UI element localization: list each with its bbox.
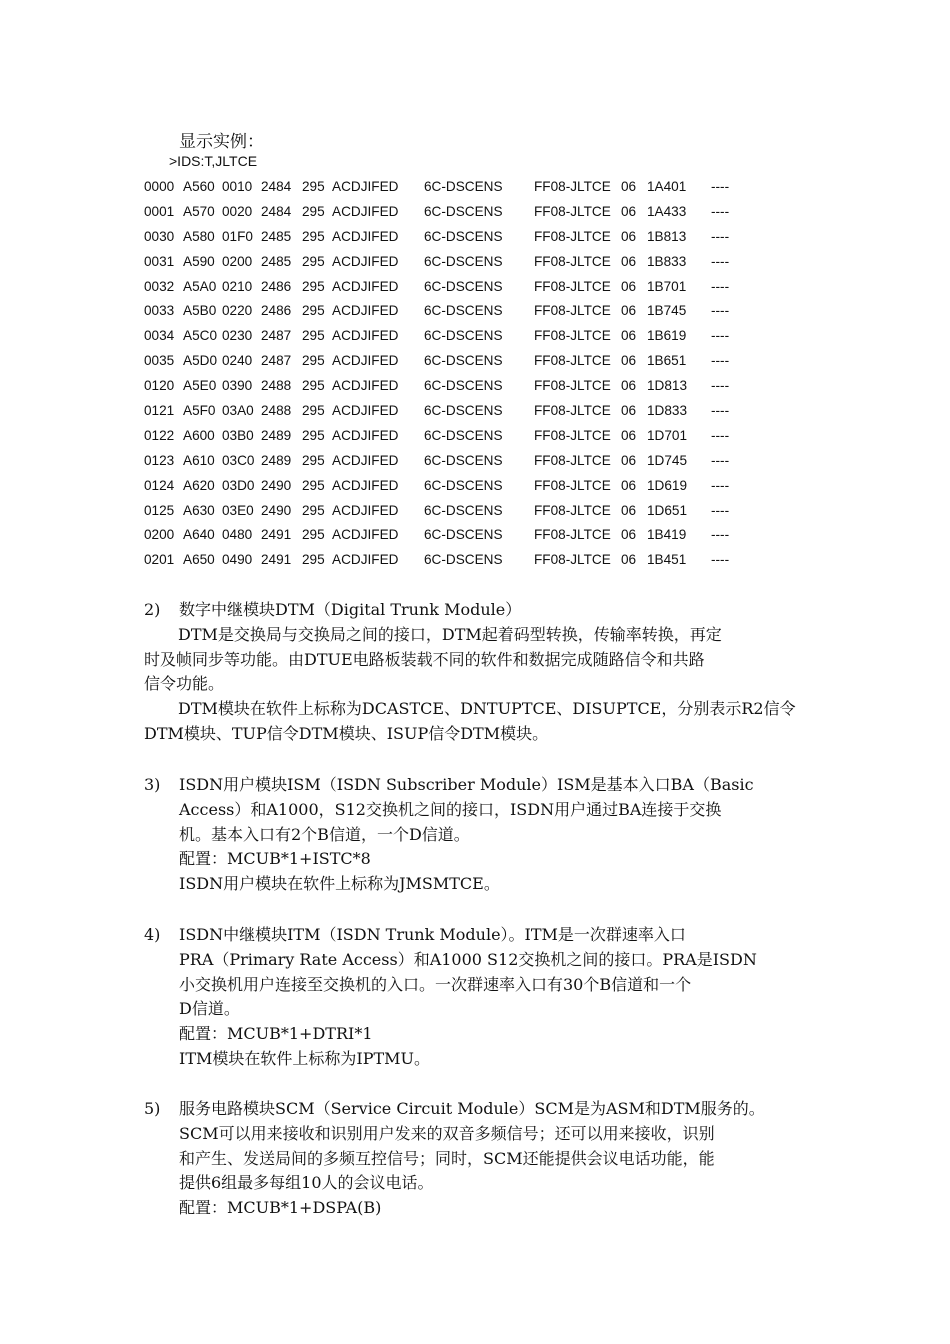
listing-cell: 01F0 (222, 228, 253, 244)
listing-cell: 1D745 (647, 452, 688, 468)
software-line: ISDN用户模块在软件上标称为JMSMTCE。 (179, 874, 500, 894)
listing-cell: 295 (302, 378, 325, 394)
listing-cell: FF08-JLTCE (534, 403, 611, 419)
listing-cell: A5D0 (183, 353, 218, 369)
listing-row (144, 427, 729, 452)
listing-cell: FF08-JLTCE (534, 378, 611, 394)
listing-cell: 03D0 (222, 477, 255, 493)
listing-cell: ACDJIFED (332, 203, 399, 219)
listing-cell: 6C-DSCENS (424, 203, 503, 219)
listing-cell: ---- (711, 502, 730, 518)
listing-cell: 1D833 (647, 403, 688, 419)
listing-cell: 1B419 (647, 527, 687, 543)
listing-cell: ACDJIFED (332, 378, 399, 394)
listing-cell: 0230 (222, 328, 253, 344)
listing-cell: 06 (621, 502, 637, 518)
paragraph-line: 和产生、发送局间的多频互控信号；同时，SCM还能提供会议电话功能，能 (179, 1148, 715, 1168)
listing-cell: 1B745 (647, 303, 687, 319)
listing-cell: 0001 (144, 203, 175, 219)
listing-cell: 6C-DSCENS (424, 303, 503, 319)
command-line: >IDS:T,JLTCE (169, 153, 258, 169)
listing-cell: FF08-JLTCE (534, 228, 611, 244)
paragraph-line: Access）和A1000，S12交换机之间的接口，ISDN用户通过BA连接于交换 (179, 799, 722, 819)
listing-cell: 6C-DSCENS (424, 452, 503, 468)
listing-cell: 295 (302, 403, 325, 419)
listing-cell: 0000 (144, 179, 175, 194)
listing-cell: 0121 (144, 403, 175, 419)
listing-row (144, 551, 729, 576)
listing-cell: 1B619 (647, 328, 687, 344)
section-number: 3) (144, 775, 161, 794)
listing-cell: ---- (711, 477, 730, 493)
listing-cell: FF08-JLTCE (534, 278, 611, 294)
listing-cell: A590 (183, 253, 215, 269)
listing-cell: A630 (183, 502, 215, 518)
listing-cell: 2488 (261, 378, 292, 394)
listing-cell: A640 (183, 527, 215, 543)
section-heading: 数字中继模块DTM（Digital Trunk Module） (179, 600, 522, 619)
listing-row (144, 402, 729, 427)
listing-cell: ---- (711, 303, 730, 319)
paragraph-line: SCM可以用来接收和识别用户发来的双音多频信号；还可以用来接收，识别 (179, 1123, 715, 1143)
section-number: 2) (144, 600, 161, 619)
listing-cell: 0124 (144, 477, 175, 493)
listing-cell: 1B651 (647, 353, 687, 369)
listing-cell: 06 (621, 328, 637, 344)
listing-row (144, 203, 729, 228)
listing-cell: 295 (302, 527, 325, 543)
listing-cell: ---- (711, 253, 730, 269)
listing-cell: 0020 (222, 203, 253, 219)
listing-cell: FF08-JLTCE (534, 452, 611, 468)
listing-cell: A5A0 (183, 278, 217, 294)
listing-cell: 06 (621, 427, 637, 443)
listing-cell: ACDJIFED (332, 328, 399, 344)
paragraph-line: D信道。 (179, 999, 240, 1019)
paragraph-line: DTM模块在软件上标称为DCASTCE、DNTUPTCE、DISUPTCE，分别表示R2信令 (178, 699, 796, 719)
config-line: 配置：MCUB*1+ISTC*8 (179, 849, 371, 869)
listing-cell: 1B813 (647, 228, 687, 244)
listing-cell: ---- (711, 427, 730, 443)
config-line: 配置：MCUB*1+DTRI*1 (179, 1024, 373, 1044)
listing-cell: 0030 (144, 228, 175, 244)
listing-row (144, 253, 729, 278)
listing-cell: 2485 (261, 253, 292, 269)
section-ism (144, 773, 819, 897)
listing-cell: 1B833 (647, 253, 687, 269)
listing-cell: 06 (621, 378, 637, 394)
listing-cell: 0123 (144, 452, 175, 468)
listing-cell: ACDJIFED (332, 552, 399, 568)
listing-row (144, 302, 729, 327)
listing-cell: 03E0 (222, 502, 254, 518)
listing-cell: 06 (621, 527, 637, 543)
listing-cell: 6C-DSCENS (424, 552, 503, 568)
listing-cell: 0200 (222, 253, 253, 269)
listing-cell: 6C-DSCENS (424, 502, 503, 518)
listing-row (144, 178, 729, 203)
listing-cell: 6C-DSCENS (424, 527, 503, 543)
listing-cell: ACDJIFED (332, 502, 399, 518)
listing-cell: 1A401 (647, 179, 687, 194)
listing-cell: ---- (711, 328, 730, 344)
listing-cell: FF08-JLTCE (534, 253, 611, 269)
listing-cell: 295 (302, 179, 325, 194)
listing-cell: 0125 (144, 502, 175, 518)
listing-cell: 2486 (261, 303, 292, 319)
listing-cell: ---- (711, 353, 730, 369)
listing-cell: 2490 (261, 502, 292, 518)
paragraph-line: PRA（Primary Rate Access）和A1000 S12交换机之间的接口。PRA是ISDN (179, 949, 757, 969)
listing-cell: 06 (621, 278, 637, 294)
listing-row (144, 502, 729, 527)
paragraph-line: DTM是交换局与交换局之间的接口，DTM起着码型转换，传输率转换，再定 (178, 624, 722, 644)
listing-cell: 06 (621, 228, 637, 244)
listing-cell: 1D701 (647, 427, 688, 443)
listing-row (144, 377, 729, 402)
paragraph-line: 小交换机用户连接至交换机的入口。一次群速率入口有30个B信道和一个 (179, 974, 692, 994)
listing-cell: 2487 (261, 353, 292, 369)
listing-cell: FF08-JLTCE (534, 353, 611, 369)
listing-cell: 295 (302, 353, 325, 369)
listing-row (144, 526, 729, 551)
paragraph-line: ISDN用户模块ISM（ISDN Subscriber Module）ISM是基本入口BA（Basic (179, 775, 754, 794)
listing-cell: ACDJIFED (332, 303, 399, 319)
listing-cell: 2487 (261, 328, 292, 344)
listing-cell: ---- (711, 378, 730, 394)
listing-cell: 2491 (261, 527, 292, 543)
listing-cell: 0010 (222, 179, 253, 194)
listing-cell: 1D813 (647, 378, 688, 394)
listing-cell: 06 (621, 353, 637, 369)
output-listing (144, 178, 729, 576)
listing-cell: ACDJIFED (332, 228, 399, 244)
listing-cell: FF08-JLTCE (534, 303, 611, 319)
listing-cell: ACDJIFED (332, 253, 399, 269)
software-line: ITM模块在软件上标称为IPTMU。 (179, 1048, 431, 1068)
listing-cell: 2485 (261, 228, 292, 244)
listing-cell: 06 (621, 203, 637, 219)
listing-cell: 0480 (222, 527, 253, 543)
listing-cell: ---- (711, 179, 730, 194)
listing-cell: 0033 (144, 303, 175, 319)
listing-cell: 295 (302, 253, 325, 269)
listing-cell: 295 (302, 203, 325, 219)
listing-cell: 1A433 (647, 203, 687, 219)
listing-cell: 0122 (144, 427, 175, 443)
listing-cell: 1B701 (647, 278, 687, 294)
listing-row (144, 278, 729, 303)
listing-cell: 2489 (261, 452, 292, 468)
listing-cell: 6C-DSCENS (424, 328, 503, 344)
paragraph-line: ISDN中继模块ITM（ISDN Trunk Module）。ITM是一次群速率入口 (179, 925, 686, 944)
listing-cell: 06 (621, 403, 637, 419)
listing-cell: ACDJIFED (332, 353, 399, 369)
section-number: 4) (144, 925, 161, 944)
listing-cell: 6C-DSCENS (424, 228, 503, 244)
listing-cell: ---- (711, 203, 730, 219)
listing-row (144, 352, 729, 377)
listing-cell: 0210 (222, 278, 253, 294)
listing-cell: 6C-DSCENS (424, 477, 503, 493)
listing-cell: 295 (302, 552, 325, 568)
listing-cell: 1D619 (647, 477, 688, 493)
listing-cell: 1D651 (647, 502, 688, 518)
listing-cell: 0390 (222, 378, 253, 394)
listing-cell: 06 (621, 477, 637, 493)
listing-cell: ---- (711, 403, 730, 419)
listing-cell: 295 (302, 228, 325, 244)
listing-cell: A5B0 (183, 303, 217, 319)
listing-cell: 295 (302, 502, 325, 518)
listing-cell: 2484 (261, 203, 292, 219)
paragraph-line: 信令功能。 (144, 674, 225, 694)
listing-cell: ACDJIFED (332, 427, 399, 443)
listing-cell: 6C-DSCENS (424, 278, 503, 294)
listing-row (144, 228, 729, 253)
section-itm (144, 923, 819, 1072)
listing-cell: ---- (711, 452, 730, 468)
paragraph-line: 机。基本入口有2个B信道，一个D信道。 (179, 824, 470, 844)
listing-cell: 6C-DSCENS (424, 403, 503, 419)
listing-row (144, 477, 729, 502)
listing-cell: ACDJIFED (332, 278, 399, 294)
listing-cell: 0031 (144, 253, 175, 269)
listing-cell: 2488 (261, 403, 292, 419)
listing-cell: 0220 (222, 303, 253, 319)
listing-cell: 6C-DSCENS (424, 378, 503, 394)
listing-cell: FF08-JLTCE (534, 527, 611, 543)
listing-cell: 06 (621, 452, 637, 468)
listing-cell: 03A0 (222, 403, 254, 419)
listing-cell: FF08-JLTCE (534, 552, 611, 568)
listing-cell: ---- (711, 278, 730, 294)
listing-cell: A650 (183, 552, 215, 568)
listing-cell: A620 (183, 477, 215, 493)
listing-row (144, 327, 729, 352)
example-title: 显示实例： (179, 132, 264, 152)
listing-cell: A600 (183, 427, 215, 443)
paragraph-line: 提供6组最多每组10人的会议电话。 (179, 1173, 434, 1193)
listing-cell: 2491 (261, 552, 292, 568)
listing-cell: 03C0 (222, 452, 255, 468)
listing-cell: 2490 (261, 477, 292, 493)
listing-cell: 295 (302, 303, 325, 319)
listing-cell: ACDJIFED (332, 452, 399, 468)
listing-cell: ACDJIFED (332, 403, 399, 419)
listing-cell: 0120 (144, 378, 175, 394)
listing-cell: 0240 (222, 353, 253, 369)
listing-cell: FF08-JLTCE (534, 427, 611, 443)
listing-cell: A580 (183, 228, 215, 244)
listing-cell: FF08-JLTCE (534, 203, 611, 219)
section-scm (144, 1097, 819, 1221)
listing-cell: A560 (183, 179, 215, 194)
listing-cell: 0200 (144, 527, 175, 543)
section-dtm (144, 598, 819, 747)
listing-cell: 06 (621, 303, 637, 319)
listing-cell: ---- (711, 527, 730, 543)
paragraph-line: 时及帧同步等功能。由DTUE电路板装载不同的软件和数据完成随路信令和共路 (144, 649, 705, 669)
listing-cell: A570 (183, 203, 215, 219)
listing-cell: ACDJIFED (332, 477, 399, 493)
listing-cell: 2484 (261, 179, 292, 194)
listing-row (144, 452, 729, 477)
listing-cell: 0035 (144, 353, 175, 369)
listing-cell: ---- (711, 228, 730, 244)
listing-cell: 2489 (261, 427, 292, 443)
paragraph-line: 服务电路模块SCM（Service Circuit Module）SCM是为ASM和DTM服务的。 (179, 1099, 765, 1118)
listing-cell: 6C-DSCENS (424, 353, 503, 369)
listing-cell: FF08-JLTCE (534, 328, 611, 344)
listing-cell: 295 (302, 427, 325, 443)
listing-cell: 0034 (144, 328, 175, 344)
listing-cell: 06 (621, 552, 637, 568)
listing-cell: FF08-JLTCE (534, 477, 611, 493)
listing-cell: A610 (183, 452, 215, 468)
listing-cell: 6C-DSCENS (424, 253, 503, 269)
paragraph-line: DTM模块、TUP信令DTM模块、ISUP信令DTM模块。 (144, 723, 549, 743)
listing-cell: A5E0 (183, 378, 217, 394)
listing-cell: FF08-JLTCE (534, 179, 611, 194)
listing-cell: 1B451 (647, 552, 687, 568)
listing-cell: ACDJIFED (332, 179, 399, 194)
listing-cell: 295 (302, 477, 325, 493)
listing-cell: 0201 (144, 552, 175, 568)
listing-cell: 6C-DSCENS (424, 427, 503, 443)
listing-cell: 0490 (222, 552, 253, 568)
listing-cell: ACDJIFED (332, 527, 399, 543)
listing-cell: 295 (302, 278, 325, 294)
listing-cell: 0032 (144, 278, 175, 294)
listing-cell: 6C-DSCENS (424, 179, 503, 194)
listing-cell: 295 (302, 452, 325, 468)
listing-cell: A5F0 (183, 403, 216, 419)
section-number: 5) (144, 1099, 161, 1118)
listing-cell: 06 (621, 253, 637, 269)
listing-cell: 03B0 (222, 427, 254, 443)
listing-cell: FF08-JLTCE (534, 502, 611, 518)
listing-cell: A5C0 (183, 328, 218, 344)
config-line: 配置：MCUB*1+DSPA(B) (179, 1198, 382, 1218)
listing-cell: 295 (302, 328, 325, 344)
listing-cell: ---- (711, 552, 730, 568)
listing-cell: 2486 (261, 278, 292, 294)
listing-cell: 06 (621, 179, 637, 194)
